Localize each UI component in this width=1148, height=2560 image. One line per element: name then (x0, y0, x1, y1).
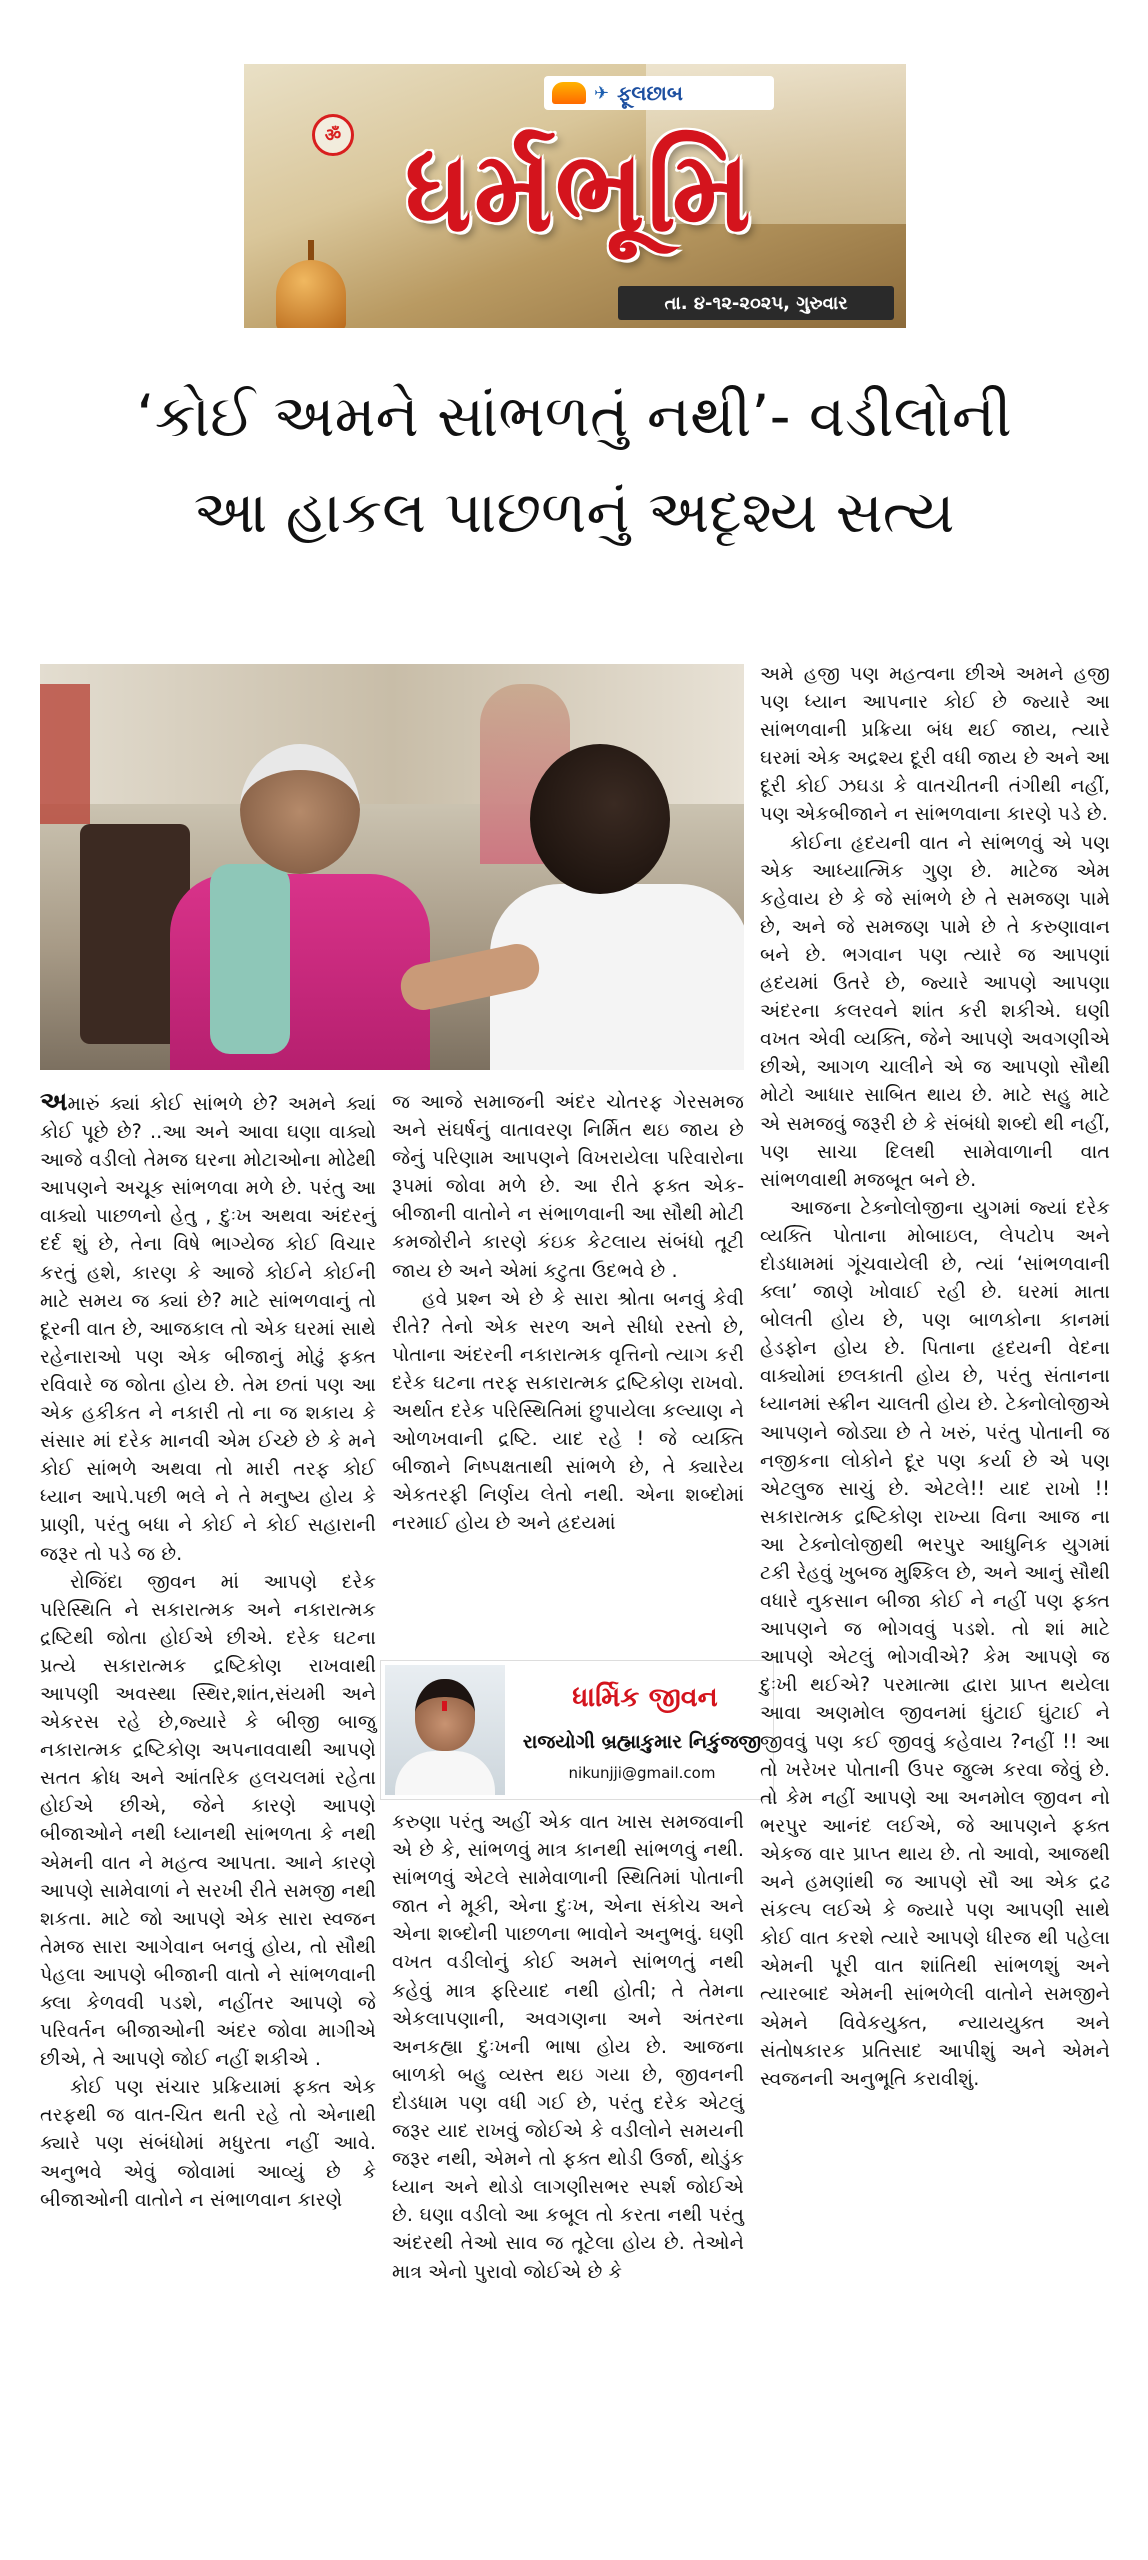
article-photo (40, 664, 744, 1070)
dropcap: અ (40, 1087, 68, 1117)
columnist-box (380, 1660, 774, 1800)
masthead (244, 64, 906, 328)
issue-date: તા. ૪-૧૨-૨૦૨૫, ગુરુવાર (618, 286, 894, 320)
columnist-email: nikunjji@gmail.com (568, 1764, 716, 1782)
paragraph: જ આજે સમાજની અંદર ચોતરફ ગેરસમજ અને સંઘર્ષનું વાતાવરણ નિર્મિત થઇ જાય છે જેનું પરિણામ આપણને વિખરાયેલા પરિવારોના રૂપમાં જોવા મળે છે. આ રીતે ફક્ત એક-બીજાની વાતોને ન સંભાળવાની આ સૌથી મોટી કમજોરીને કારણે કંઇક કેટલાય સંબંધો તૂટી જાય છે અને એમાં કટુતા ઉદભવે છે . (392, 1090, 744, 1282)
paragraph: રોજિંદા જીવન માં આપણે દરેક પરિસ્થિતિ ને સકારાત્મક અને નકારાત્મક દ્રષ્ટિથી જોતા હોઈએ છીએ. દરેક ઘટના પ્રત્યે સકારાત્મક દ્રષ્ટિકોણ રાખવાથી આપણી અવસ્થા સ્થિર,શાંત,સંયમી અને એકરસ રહે છે,જ્યારે કે બીજી બાજુ નકારાત્મક દ્રષ્ટિકોણ અપનાવવાથી આપણે સતત ક્રોધ અને આંતરિક હલચલમાં રહેતા હોઈએ છીએ, જેને કારણે આપણે બીજાઓને નથી ધ્યાનથી સાંભળતા કે નથી એમની વાત ને મહત્વ આપતા. આને કારણે આપણે સામેવાળાં ને સરખી રીતે સમજી નથી શકતા. માટે જો આપણે એક સારા સ્વજન તેમજ સારા આગેવાન બનવું હોય, તો સૌથી પેહલા આપણે બીજાની વાતો ને સાંભળવાની ક્લા કેળવવી પડશે, નહીંતર આપણે જે પરિવર્તન બીજાઓની અંદર જોવા માગીએ છીએ, તે આપણે જોઈ નહીં શકીએ . (40, 1569, 376, 2071)
plane-logo-icon: ✈ (594, 82, 610, 104)
headline-line-2: આ હાકલ પાછળનું અદૃશ્ય સત્ય (193, 478, 955, 546)
paragraph: અમારું ક્યાં કોઈ સાંભળે છે? અમને ક્યાં કોઈ પૂછે છે? ..આ અને આવા ઘણા વાક્યો આજે વડીલો તેમજ ઘરના મોટાઓના મોઢેથી આપણને અચૂક સાંભળવા મળે છે. પરંતુ આ વાક્યો પાછળનો હેતુ , દુઃખ અથવા અંદરનું દર્દ શું છે, તેના વિષે ભાગ્યેજ કોઈ વિચાર કરતું હશે, કારણ કે આજે કોઈને કોઈની માટે સમય જ ક્યાં છે? માટે સાંભળવાનું તો દૂરની વાત છે, આજકાલ તો એક ઘરમાં સાથે રહેનારાઓ પણ એક બીજાનું મોઢું ફક્ત રવિવારે જ જોતા હોય છે. તેમ છતાં પણ આ એક હકીકત ને નકારી તો ના જ શકાય કે સંસાર માં દરેક માનવી એમ ઈચ્છે છે કે મને કોઈ સાંભળે અથવા તો મારી તરફ કોઈ ધ્યાન આપે.પછી ભલે ને તે મનુષ્ય હોય કે પ્રાણી, પરંતુ બધા ને કોઈ ને કોઈ સહારાની જરૂર તો પડે જ છે. (40, 1087, 376, 1565)
column-title: ધાર્મિક જીવન (572, 1682, 718, 1713)
paragraph: કોઈના હૃદયની વાત ને સાંભળવું એ પણ એક આધ્યાત્મિક ગુણ છે. માટેજ એમ કહેવાય છે કે જે સાંભળે છે તે સમજણ પામે છે, અને જે સમજણ પામે છે તે કરુણાવાન બને છે. ભગવાન પણ ત્યારે જ આપણાં હ્રદયમાં ઉતરે છે, જ્યારે આપણે આપણા અંદરના કલરવને શાંત કરી શકીએ. ઘણી વખત એવી વ્યક્તિ, જેને આપણે અવગણીએ છીએ, આગળ ચાલીને એ જ આપણો સૌથી મોટો આધાર સાબિત થાય છે. માટે સહુ માટે એ સમજવું જરૂરી છે કે સંબંધો શબ્દો થી નહીં, પણ સાચા દિલથી સામેવાળાની વાત સાંભળવાથી મજબૂત બને છે. (760, 830, 1110, 1191)
article-column-2-top (392, 1088, 744, 1648)
brand-name: ફૂલછાબ (617, 81, 683, 105)
paper-title: ધર્મભૂમિ (404, 127, 754, 257)
brand-strip (544, 76, 774, 110)
paragraph: કરુણા પરંતુ અહીં એક વાત ખાસ સમજવાની એ છે કે, સાંભળવું માત્ર કાનથી સાંભળવું નથી. સાંભળવું એટલે સામેવાળાની સ્થિતિમાં પોતાની જાત ને મૂકી, એના દુઃખ, એના સંકોચ અને એના શબ્દોની પાછળના ભાવોને અનુભવું. ઘણી વખત વડીલોનું કોઈ અમને સાંભળતું નથી કહેવું માત્ર ફરિયાદ નથી હોતી; તે તેમના એકલાપણાની, અવગણના અને અંતરના અનકહ્યા દુઃખની ભાષા હોય છે. આજના બાળકો બહુ વ્યસ્ત થઇ ગયા છે, જીવનની દોડધામ પણ વધી ગઈ છે, પરંતુ દરેક એટલું જરૂર યાદ રાખવું જોઈએ કે વડીલોને સમયની જરૂર નથી, એમને તો ફક્ત થોડી ઉર્જા, થોડુંક ધ્યાન અને થોડો લાગણીસભર સ્પર્શ જોઈએ છે. ઘણા વડીલો આ કબૂલ તો કરતા નથી પરંતુ અંદરથી તેઓ સાવ જ તૂટેલા હોય છે. તેઓને માત્ર એનો પુરાવો જોઈએ છે કે (392, 1810, 744, 2283)
article-column-3 (760, 660, 1110, 2520)
paragraph: આજના ટેક્નોલોજીના યુગમાં જ્યાં દરેક વ્યક્તિ પોતાના મોબાઇલ, લેપટોપ અને દોડધામમાં ગૂંચવાયેલી છે, ત્યાં ‘સાંભળવાની ક્લા’ જાણે ખોવાઈ રહી છે. ઘરમાં માતા બોલતી હોય છે, પણ બાળકોના કાનમાં હેડફોન હોય છે. પિતાના હૃદયની વેદના વાક્યોમાં છલકાતી હોય છે, પરંતુ સંતાનના ધ્યાનમાં સ્ક્રીન ચાલતી હોય છે. ટેક્નોલોજીએ આપણને જોડ્યા છે તે ખરું, પરંતુ પોતાની જ નજીકના લોકોને દૂર પણ કર્યા છે એ પણ એટલુજ સાચું છે. એટલે!! યાદ રાખો !! સકારાત્મક દ્રષ્ટિકોણ રાખ્યા વિના આજ ના આ ટેક્નોલોજીથી ભરપુર આધુનિક યુગમાં ટકી રેહવું ખુબજ મુશ્કિલ છે, અને આનું સૌથી વધારે નુકસાન બીજા કોઈ ને નહીં પણ ફક્ત આપણને જ ભોગવવું પડશે. તો શાં માટે આપણે એટલું ભોગવીએ? કેમ આપણે જ દુઃખી થઈએ? પરમાત્મા દ્વારા પ્રાપ્ત થયેલા આવા અણમોલ જીવનમાં ઘુંટાઈ ઘુંટાઈ ને જીવવું પણ કઈ જીવવું કહેવાય ?નહીં !! આ તો ખરેખર પોતાની ઉપર જુલ્મ કરવા જેવું છે. તો કેમ નહીં આપણે આ અનમોલ જીવન નો ભરપુર આનંદ લઈએ, જે આપણને ફક્ત એકજ વાર પ્રાપ્ત થાય છે. તો આવો, આજથી અને હમણાંથી જ આપણે સૌ આ એક દ્રઢ સંકલ્પ લઈએ કે જ્યારે પણ આપણી સાથે કોઈ વાત કરશે ત્યારે આપણે ધીરજ થી પહેલા એમની પૂરી વાત શાંતિથી સાંભળશું અને ત્યારબાદ એમની સાંભળેલી વાતોને સમજીને એમને વિવેકયુક્ત, ન્યાયયુક્ત અને સંતોષકારક પ્રતિસાદ આપીશું અને એમને સ્વજનની અનુભૂતિ કરાવીશું. (760, 1195, 1110, 2090)
paragraph: અમે હજી પણ મહત્વના છીએ અમને હજી પણ ધ્યાન આપનાર કોઈ છે જ્યારે આ સાંભળવાની પ્રક્રિયા બંધ થઈ જાય, ત્યારે ઘરમાં એક અદ્રશ્ય દૂરી વધી જાય છે અને આ દૂરી કોઈ ઝઘડા કે વાતચીતની તંગીથી નહીં, પણ એકબીજાને ન સાંભળવાના કારણે પડે છે. (760, 662, 1110, 826)
om-symbol: ॐ (312, 114, 354, 156)
paragraph: હવે પ્રશ્ન એ છે કે સારા શ્રોતા બનવું કેવી રીતે? તેનો એક સરળ અને સીધો રસ્તો છે, પોતાના અંદરની નકારાત્મક વૃત્તિનો ત્યાગ કરી દરેક ઘટના તરફ સકારાત્મક દ્રષ્ટિકોણ રાખવો. અર્થાત દરેક પરિસ્થિતિમાં છુપાયેલા કલ્યાણ ને ઓળખવાની દ્રષ્ટિ. યાદ રહે ! જે વ્યક્તિ બીજાને નિષ્પક્ષતાથી સાંભળે છે, તે ક્યારેય એકતરફી નિર્ણય લેતો નથી. એના શબ્દોમાં નરમાઈ હોય છે અને હ્રદયમાં (392, 1286, 744, 1535)
columnist-photo (385, 1665, 505, 1795)
temple-dome-icon (276, 260, 346, 328)
columnist-name: રાજયોગી બ્રહ્માકુમાર નિકુંજજી (522, 1731, 762, 1753)
headline-line-1: ‘કોઈ અમને સાંભળતું નથી’- વડીલોની (136, 382, 1012, 450)
article-column-2-bottom (392, 1808, 744, 2508)
paragraph: કોઈ પણ સંચાર પ્રક્રિયામાં ફક્ત એક તરફથી જ વાત-ચિત થતી રહે તો એનાથી ક્યારે પણ સંબંધોમાં મધુરતા નહીં આવે. અનુભવે એવું જોવામાં આવ્યું છે કે બીજાઓની વાતોને ન સંભાળવાન કારણે (40, 2075, 376, 2211)
sun-logo-icon (552, 82, 586, 104)
article-headline (40, 368, 1108, 560)
article-column-1 (40, 1088, 376, 2488)
